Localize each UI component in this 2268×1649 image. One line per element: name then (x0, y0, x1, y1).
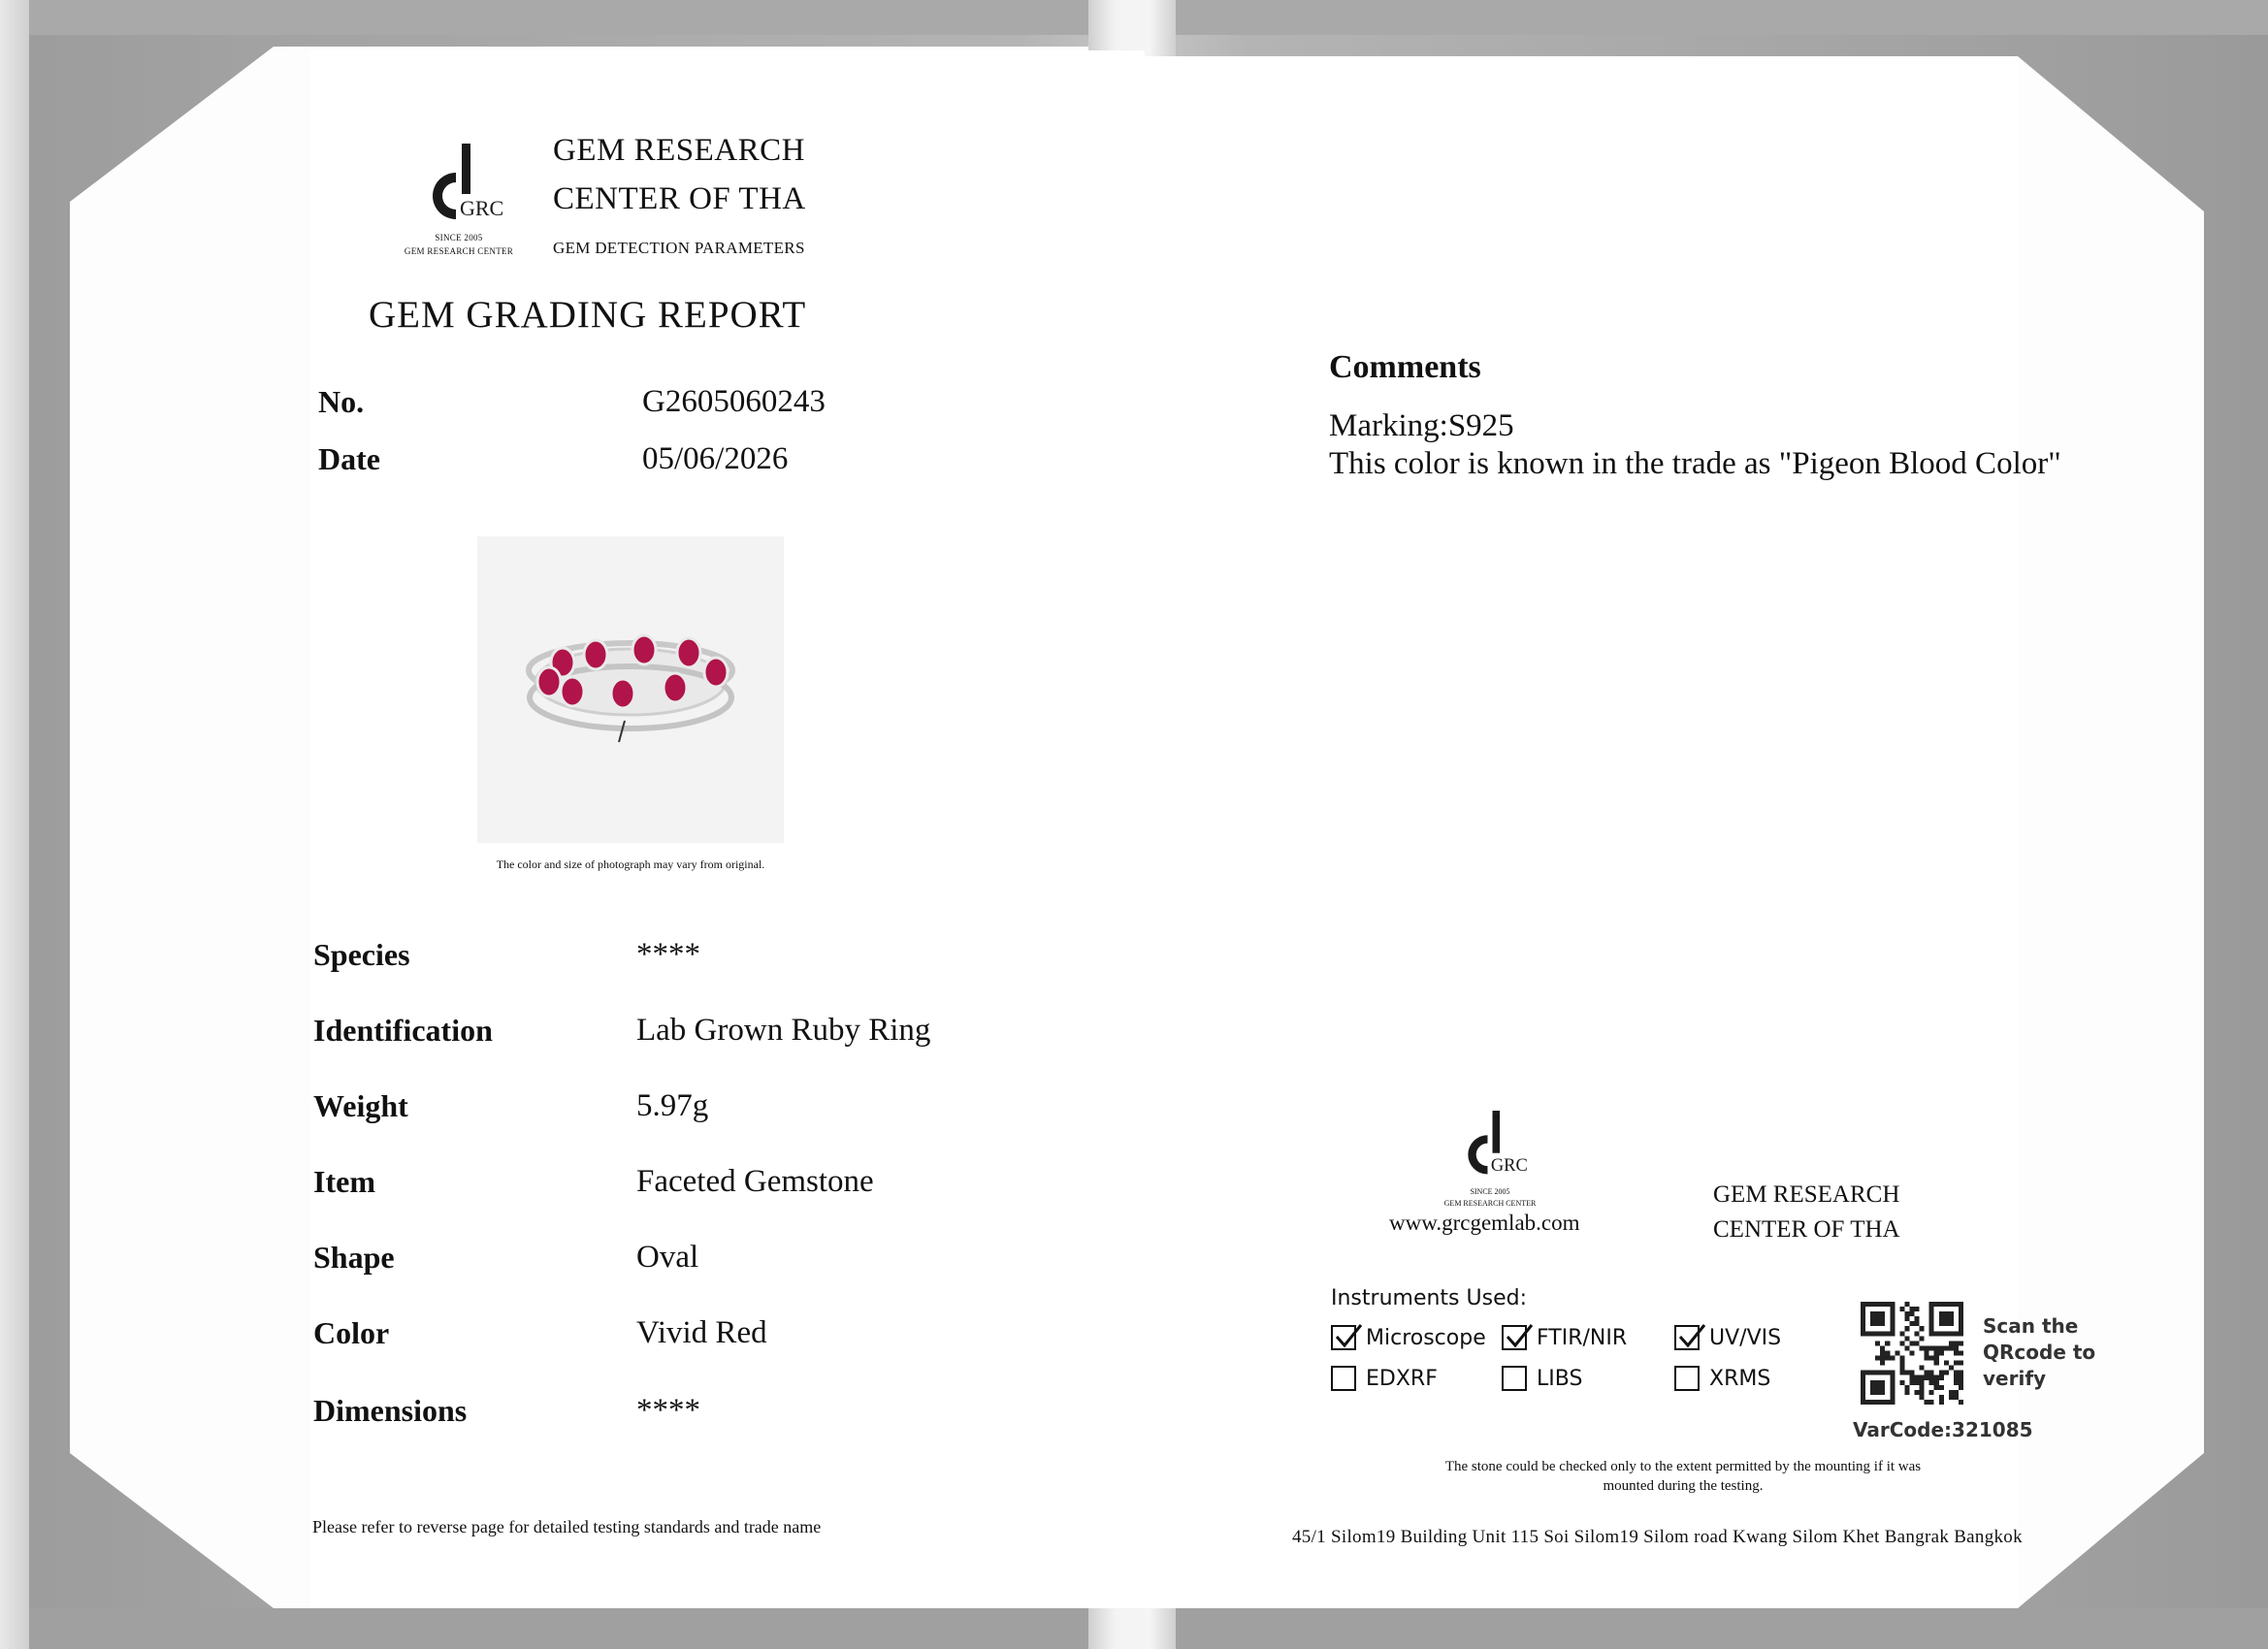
comments-title: Comments (1329, 349, 1481, 385)
qr-code-icon (1861, 1302, 1963, 1405)
comments-marking: Marking:S925 (1329, 408, 1514, 443)
svg-text:GRC: GRC (460, 196, 504, 220)
scan-instructions: Scan the QRcode to verify (1983, 1314, 2096, 1390)
qr-code[interactable] (1861, 1302, 1963, 1405)
detail-label: Shape (313, 1240, 395, 1275)
instrument-item (1502, 1325, 1627, 1350)
verification-code: VarCode:321085 (1853, 1418, 2033, 1441)
instrument-label: LIBS (1537, 1366, 1583, 1391)
photo-caption: The color and size of photograph may vary from original. (496, 857, 765, 871)
ruby-stone (611, 679, 634, 708)
detail-value: Vivid Red (636, 1315, 767, 1350)
ruby-stone (537, 667, 561, 696)
instrument-item (1674, 1325, 1781, 1350)
instrument-label: XRMS (1709, 1366, 1771, 1391)
comments-text (1329, 407, 2066, 483)
instrument-item (1674, 1366, 1770, 1391)
grc-logo-footer-icon (1436, 1106, 1544, 1187)
report-title: GEM GRADING REPORT (369, 294, 807, 336)
mounting-disclaimer: The stone could be checked only to the extent permitted by the mounting if it was mounted during the testing. (1444, 1459, 1922, 1494)
comments-trade-color: This color is known in the trade as "Pigeon Blood Color" (1329, 446, 2061, 481)
svg-text:GRC: GRC (1490, 1155, 1528, 1176)
empty-box-icon (1674, 1366, 1700, 1391)
instrument-label: Microscope (1366, 1325, 1486, 1350)
instrument-item (1331, 1325, 1486, 1350)
detail-value: Faceted Gemstone (636, 1164, 874, 1199)
checked-box-icon (1331, 1325, 1356, 1350)
org-name-footer-line1: GEM RESEARCH (1713, 1181, 1900, 1208)
website-link[interactable]: www.grcgemlab.com (1389, 1211, 1580, 1235)
detail-label: Identification (313, 1013, 493, 1048)
ruby-ring-image (477, 536, 784, 843)
logo-footer-org-name: GEM RESEARCH CENTER (1443, 1199, 1537, 1208)
detail-label: Weight (313, 1088, 408, 1123)
folder-edge (0, 0, 29, 1649)
detail-value: **** (636, 937, 700, 972)
logo-since: SINCE 2005 (435, 233, 483, 242)
logo-footer-since: SINCE 2005 (1470, 1187, 1510, 1196)
logo-org-name: GEM RESEARCH CENTER (404, 246, 514, 256)
org-name (553, 126, 806, 223)
ruby-stone (704, 658, 728, 687)
detail-label: Species (313, 937, 410, 972)
detail-value: Oval (636, 1240, 699, 1275)
detail-label: Item (313, 1164, 375, 1199)
ruby-stone (664, 673, 687, 702)
date-value: 05/06/2026 (642, 441, 789, 476)
checked-box-icon (1502, 1325, 1527, 1350)
org-name-line2: CENTER OF THA (553, 181, 806, 216)
instruments-title: Instruments Used: (1331, 1286, 1527, 1310)
date-label: Date (318, 441, 380, 476)
detail-label: Dimensions (313, 1393, 468, 1428)
ruby-stone (584, 640, 607, 669)
instrument-label: EDXRF (1366, 1366, 1438, 1391)
empty-box-icon (1331, 1366, 1356, 1391)
instrument-label: UV/VIS (1709, 1325, 1782, 1350)
grc-logo-icon (396, 138, 522, 235)
empty-box-icon (1502, 1366, 1527, 1391)
org-name-footer-line2: CENTER OF THA (1713, 1216, 1900, 1243)
detail-label: Color (313, 1315, 390, 1350)
org-name-footer (1713, 1178, 1900, 1247)
number-label: No. (318, 384, 365, 419)
detail-value: **** (636, 1393, 700, 1428)
checked-box-icon (1674, 1325, 1700, 1350)
detection-parameters: GEM DETECTION PARAMETERS (553, 239, 805, 257)
grc-logo-footer (1436, 1106, 1544, 1214)
number-value: G2605060243 (642, 384, 826, 419)
org-name-line1: GEM RESEARCH (553, 133, 805, 168)
instrument-item (1331, 1366, 1438, 1391)
detail-value: 5.97g (636, 1088, 709, 1123)
detail-value: Lab Grown Ruby Ring (636, 1013, 931, 1048)
ruby-stone (632, 635, 656, 664)
reverse-page-note: Please refer to reverse page for detailed testing standards and trade name (312, 1517, 822, 1536)
ring-photo (477, 536, 784, 843)
instrument-label: FTIR/NIR (1537, 1325, 1628, 1350)
grc-logo (396, 138, 522, 264)
ruby-stone (561, 677, 584, 706)
instrument-item (1502, 1366, 1582, 1391)
lab-address: 45/1 Silom19 Building Unit 115 Soi Silom19 Silom road Kwang Silom Khet Bangrak Bangkok (1292, 1527, 2023, 1547)
ruby-stone (677, 638, 700, 667)
